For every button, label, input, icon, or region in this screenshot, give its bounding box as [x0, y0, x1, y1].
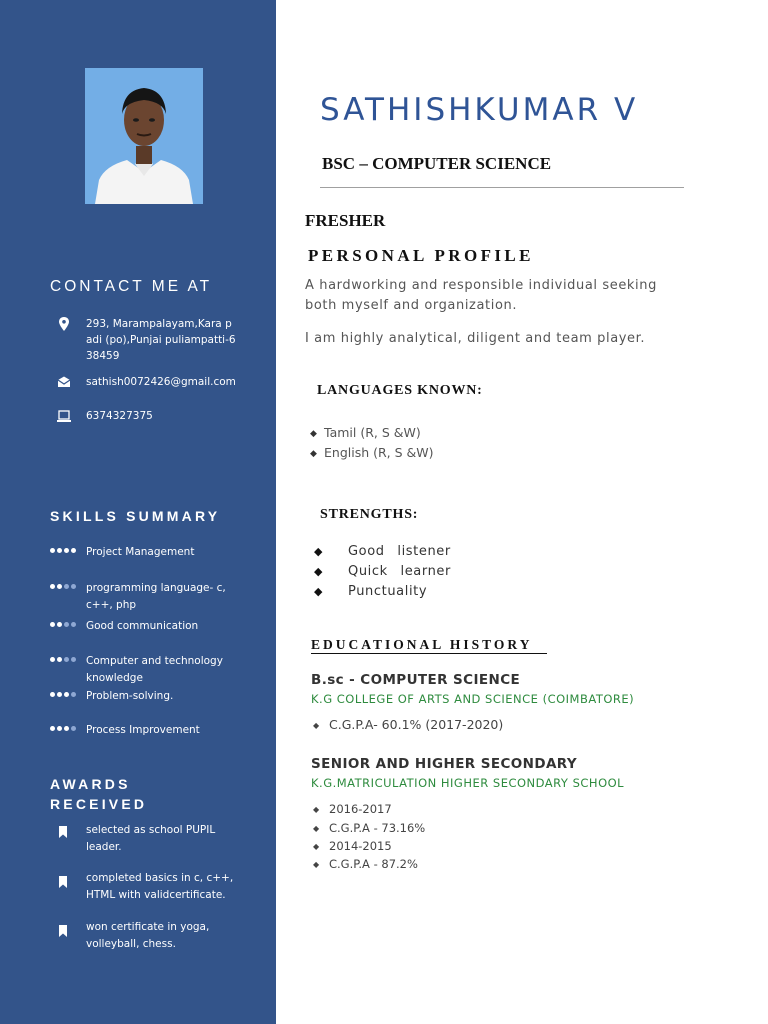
- skill-label: programming language- c, c++, php: [86, 582, 226, 611]
- education-item-text: C.G.P.A- 60.1% (2017-2020): [329, 717, 504, 732]
- award-text: completed basics in c, c++, HTML with validcertificate.: [86, 872, 234, 901]
- bullet-icon: ◆: [314, 565, 324, 578]
- skill-level-dots: [50, 584, 80, 590]
- skill-level-dots: [50, 692, 80, 698]
- contact-address: [56, 316, 246, 366]
- skill-dot-empty: [64, 584, 69, 589]
- education-course: B.sc - COMPUTER SCIENCE: [311, 672, 521, 688]
- profile-paragraph: I am highly analytical, diligent and team player.: [305, 331, 646, 346]
- education-school: K.G COLLEGE OF ARTS AND SCIENCE (COIMBATORE): [311, 692, 635, 706]
- phone-text: 6374327375: [86, 410, 153, 422]
- skill-label: Computer and technology knowledge: [86, 655, 223, 684]
- bullet-icon: ◆: [313, 860, 320, 869]
- skill-dot-filled: [57, 622, 62, 627]
- status-label: FRESHER: [305, 211, 386, 230]
- skill-dot-empty: [71, 622, 76, 627]
- skill-dot-filled: [50, 622, 55, 627]
- skills-heading: SKILLS SUMMARY: [50, 508, 221, 524]
- strength-text: Quick learner: [348, 564, 451, 579]
- address-text: 293, Marampalayam,Kara padi (po),Punjai puliampatti-638459: [86, 318, 236, 362]
- laptop-icon: [56, 408, 72, 424]
- skill-label: Good communication: [86, 620, 199, 632]
- skill-item: [50, 580, 250, 614]
- skill-dot-filled: [50, 584, 55, 589]
- bullet-icon: ◆: [313, 721, 320, 730]
- profile-photo: [85, 68, 203, 204]
- awards-heading-line-2: RECEIVED: [50, 796, 148, 812]
- strength-item: [314, 564, 451, 579]
- skill-level-dots: [50, 657, 80, 663]
- bullet-icon: ◆: [310, 448, 317, 459]
- degree-title: BSC – COMPUTER SCIENCE: [322, 154, 552, 173]
- skill-dot-filled: [50, 692, 55, 697]
- language-text: English (R, S &W): [324, 445, 434, 460]
- languages-heading: LANGUAGES KNOWN:: [317, 383, 483, 398]
- bookmark-icon: [58, 874, 68, 893]
- awards-heading: [50, 774, 147, 814]
- profile-heading: PERSONAL PROFILE: [308, 246, 534, 265]
- skill-dot-empty: [71, 692, 76, 697]
- award-item: [58, 870, 248, 920]
- skill-level-dots: [50, 548, 80, 554]
- skill-dot-filled: [50, 726, 55, 731]
- contact-phone: [56, 408, 246, 426]
- profile-paragraph: A hardworking and responsible individual seeking both myself and organization.: [305, 278, 657, 313]
- bullet-icon: ◆: [313, 824, 320, 833]
- bullet-icon: ◆: [313, 842, 320, 851]
- education-heading: EDUCATIONAL HISTORY: [311, 637, 533, 652]
- skill-dot-empty: [71, 726, 76, 731]
- language-text: Tamil (R, S &W): [324, 425, 421, 440]
- strength-item: [314, 584, 427, 599]
- skill-item: [50, 653, 250, 687]
- skill-dot-empty: [71, 584, 76, 589]
- education-item-text: 2014-2015: [329, 839, 392, 853]
- skill-dot-empty: [64, 622, 69, 627]
- skill-dot-empty: [64, 657, 69, 662]
- skill-item: [50, 688, 250, 706]
- award-item: [58, 919, 248, 953]
- education-item: [313, 717, 503, 732]
- skill-item: [50, 618, 250, 636]
- education-item-text: C.G.P.A - 73.16%: [329, 821, 426, 835]
- skill-item: [50, 544, 250, 562]
- envelope-icon: [56, 374, 72, 390]
- award-item: [58, 822, 248, 856]
- education-item: [313, 821, 425, 835]
- bullet-icon: ◆: [314, 545, 324, 558]
- skill-label: Process Improvement: [86, 724, 200, 736]
- skill-dot-filled: [57, 657, 62, 662]
- education-item: [313, 802, 392, 816]
- skill-label: Problem-solving.: [86, 690, 174, 702]
- skill-dot-filled: [64, 726, 69, 731]
- skill-dot-filled: [57, 584, 62, 589]
- strength-item: [314, 544, 451, 559]
- education-course: SENIOR AND HIGHER SECONDARY: [311, 756, 578, 772]
- skill-level-dots: [50, 622, 80, 628]
- strength-text: Punctuality: [348, 584, 428, 599]
- strength-text: Good listener: [348, 544, 451, 559]
- skill-dot-filled: [57, 548, 62, 553]
- skill-dot-filled: [57, 692, 62, 697]
- bullet-icon: ◆: [313, 805, 320, 814]
- education-school: K.G.MATRICULATION HIGHER SECONDARY SCHOOL: [311, 776, 625, 790]
- skill-dot-filled: [50, 548, 55, 553]
- language-item: [310, 425, 421, 440]
- email-text: sathish0072426@gmail.com: [86, 376, 236, 388]
- strengths-heading: STRENGTHS:: [320, 507, 419, 522]
- award-text: won certificate in yoga, volleyball, chess.: [86, 921, 210, 950]
- candidate-name: SATHISHKUMAR V: [320, 92, 639, 128]
- skill-dot-filled: [50, 657, 55, 662]
- skill-dot-filled: [71, 548, 76, 553]
- skill-label: Project Management: [86, 546, 195, 558]
- skill-dot-filled: [57, 726, 62, 731]
- bookmark-icon: [58, 923, 68, 942]
- awards-heading-line-1: AWARDS: [50, 776, 131, 792]
- education-item: [313, 857, 418, 871]
- award-text: selected as school PUPIL leader.: [86, 824, 216, 853]
- location-pin-icon: [56, 316, 72, 332]
- header-divider: [320, 187, 684, 188]
- contact-email: [56, 374, 246, 408]
- contact-heading: CONTACT ME AT: [50, 278, 213, 295]
- skill-dot-empty: [71, 657, 76, 662]
- skill-item: [50, 722, 250, 740]
- bullet-icon: ◆: [310, 428, 317, 439]
- bullet-icon: ◆: [314, 585, 324, 598]
- skill-dot-filled: [64, 692, 69, 697]
- skill-dot-filled: [64, 548, 69, 553]
- education-item-text: C.G.P.A - 87.2%: [329, 857, 418, 871]
- education-heading-underline: [311, 653, 547, 654]
- education-item: [313, 839, 392, 853]
- education-item-text: 2016-2017: [329, 802, 392, 816]
- sidebar: [0, 0, 276, 1024]
- skill-level-dots: [50, 726, 80, 732]
- language-item: [310, 445, 434, 460]
- bookmark-icon: [58, 824, 68, 843]
